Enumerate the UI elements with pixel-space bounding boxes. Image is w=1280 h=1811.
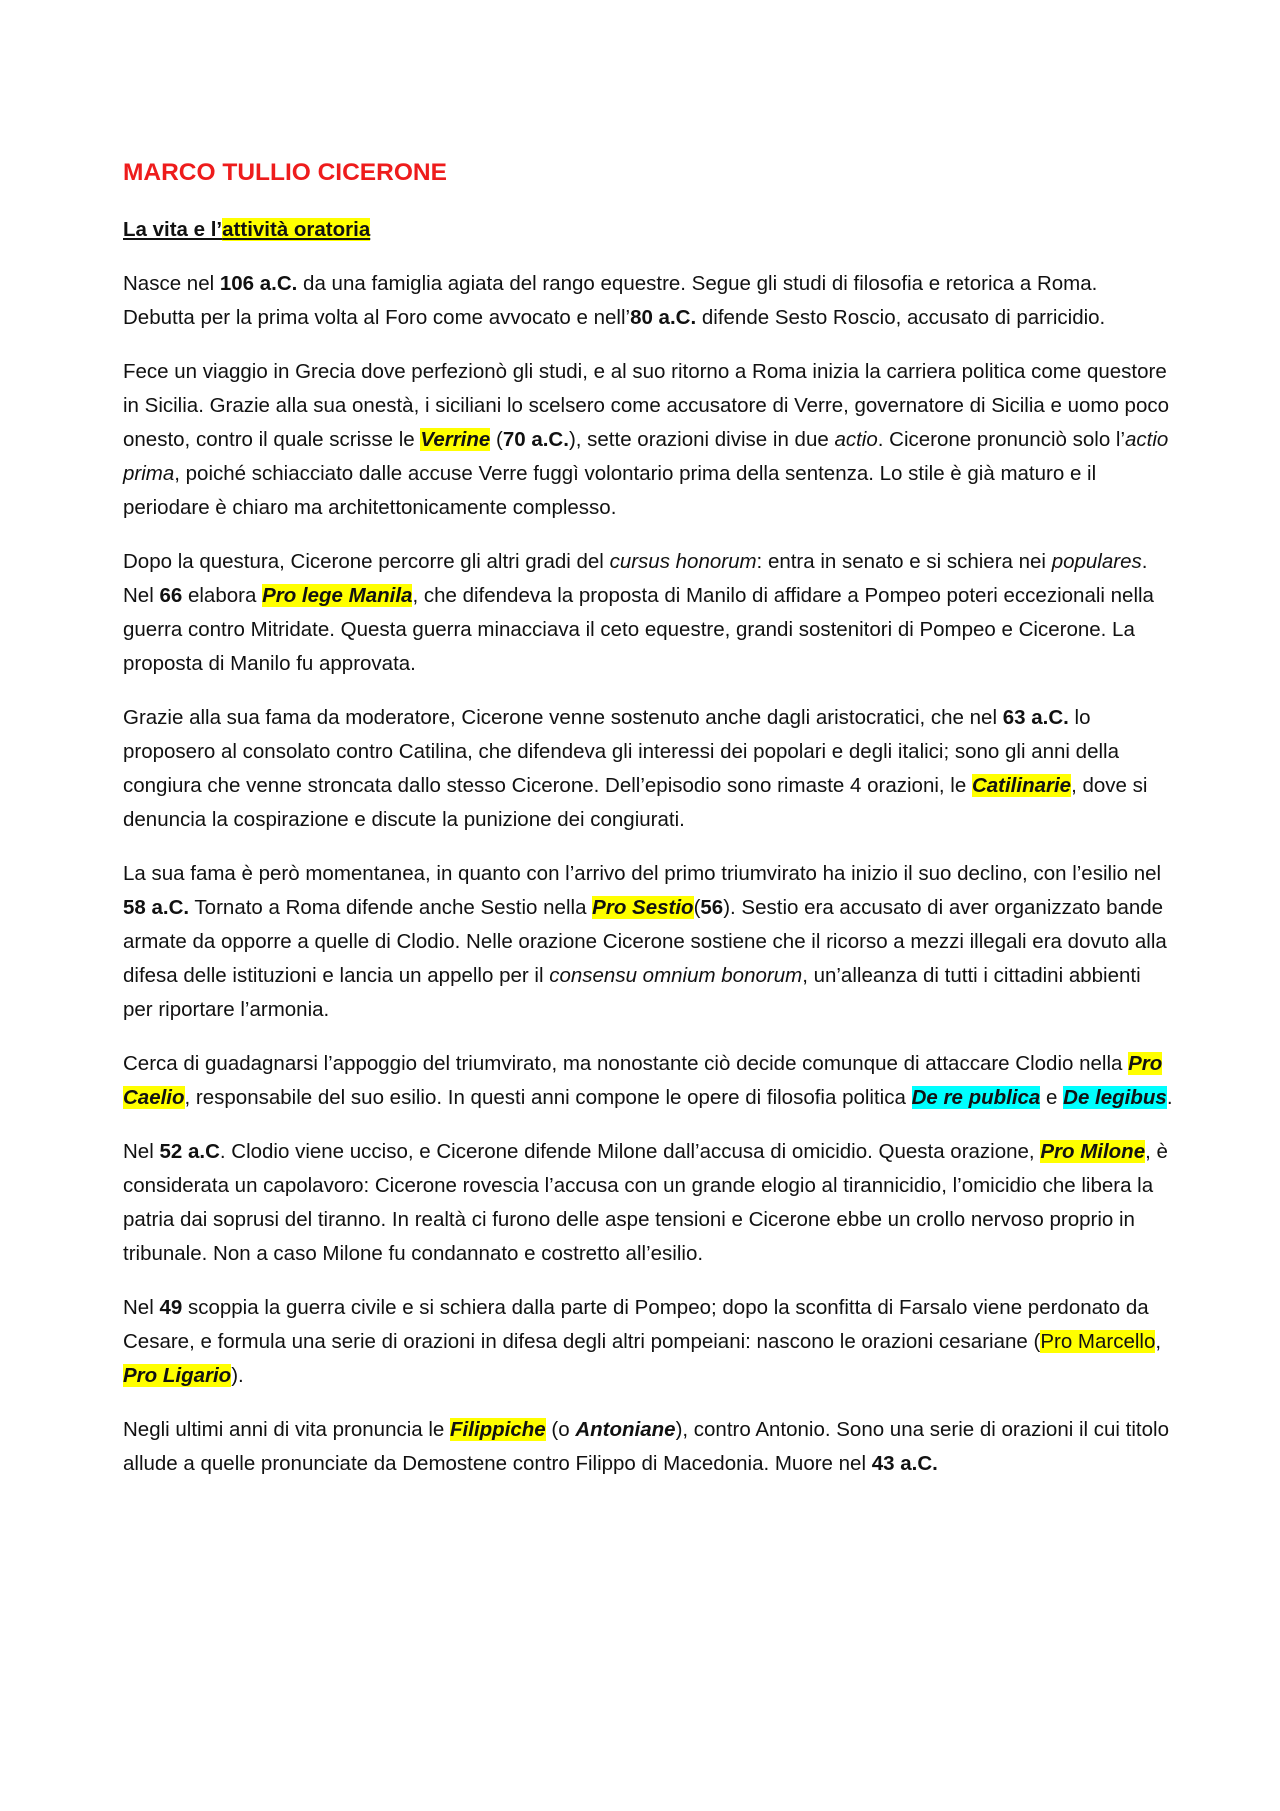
document-page bbox=[123, 150, 1173, 1501]
text-span: 52 a.C bbox=[159, 1140, 220, 1163]
text-span: Pro Caelio bbox=[123, 1052, 1163, 1109]
text-span: Catilinarie bbox=[971, 774, 1072, 797]
text-span: da una famiglia agiata del rango equestre. Segue gli studi di filosofia e retorica a Roma. Debutta per la prima volta al Foro come avvocato e nell’ bbox=[123, 272, 1098, 329]
text-span: De re publica bbox=[911, 1086, 1041, 1109]
section-heading-text: La vita e l’ bbox=[123, 218, 223, 241]
text-span: Pro lege Manila bbox=[262, 584, 413, 607]
text-span: populares bbox=[1051, 550, 1142, 573]
text-span: , responsabile del suo esilio. In questi anni compone le opere di filosofia politica bbox=[184, 1086, 912, 1109]
paragraph-5 bbox=[123, 857, 1173, 1027]
text-span: , che difendeva la proposta di Manilo di affidare a Pompeo poteri eccezionali nella guerra contro Mitridate. Questa guerra minacciava il ceto equestre, grandi sostenitori di Pompeo e Cicerone. La proposta di Manilo fu approvata. bbox=[123, 584, 1154, 675]
text-span: Antoniane bbox=[575, 1418, 676, 1441]
text-span: , poiché schiacciato dalle accuse Verre fuggì volontario prima della sentenza. Lo stile è già maturo e il periodare è chiaro ma architettonicamente complesso. bbox=[123, 462, 1097, 519]
text-span: ). Sestio era accusato di aver organizzato bande armate da opporre a quelle di Clodio. Nelle orazione Cicerone sostiene che il ricorso a mezzi illegali era dovuto alla difesa delle istituzioni e lancia un appello per il bbox=[123, 896, 1167, 987]
text-span: Dopo la questura, Cicerone percorre gli altri gradi del bbox=[123, 550, 610, 573]
section-heading bbox=[123, 213, 1173, 247]
text-span: cursus honorum bbox=[609, 550, 757, 573]
text-span: Negli ultimi anni di vita pronuncia le bbox=[123, 1418, 451, 1441]
text-span: ( bbox=[490, 428, 503, 451]
document-title: MARCO TULLIO CICERONE bbox=[123, 159, 447, 186]
text-span: actio bbox=[834, 428, 878, 451]
text-span: elabora bbox=[182, 584, 263, 607]
paragraph-7 bbox=[123, 1135, 1173, 1271]
text-span: difende Sesto Roscio, accusato di parricidio. bbox=[696, 306, 1106, 329]
text-span: e bbox=[1040, 1086, 1064, 1109]
text-span: (o bbox=[545, 1418, 576, 1441]
text-span: 80 a.C. bbox=[630, 306, 697, 329]
text-span: 49 bbox=[159, 1296, 183, 1319]
paragraph-8 bbox=[123, 1291, 1173, 1393]
paragraph-2 bbox=[123, 355, 1173, 525]
text-span: : entra in senato e si schiera nei bbox=[756, 550, 1052, 573]
text-span: ), sette orazioni divise in due bbox=[568, 428, 835, 451]
text-span: Filippiche bbox=[450, 1418, 546, 1441]
text-span: 70 a.C. bbox=[502, 428, 569, 451]
text-span: Nasce nel bbox=[123, 272, 220, 295]
text-span: scoppia la guerra civile e si schiera dalla parte di Pompeo; dopo la sconfitta di Farsalo viene perdonato da Cesare, e formula una serie di orazioni in difesa degli altri pompeiani: nascono le orazioni cesariane ( bbox=[123, 1296, 1149, 1353]
text-span: 66 bbox=[159, 584, 183, 607]
body-text bbox=[123, 267, 1173, 1481]
text-span: Grazie alla sua fama da moderatore, Cicerone venne sostenuto anche dagli aristocratici, che nel bbox=[123, 706, 1003, 729]
text-span: 106 a.C. bbox=[219, 272, 298, 295]
text-span: . Nel bbox=[123, 550, 1148, 607]
section-heading-highlight: attività oratoria bbox=[222, 218, 371, 241]
paragraph-6 bbox=[123, 1047, 1173, 1115]
text-span: 56 bbox=[700, 896, 724, 919]
text-span: Pro Milone bbox=[1040, 1140, 1146, 1163]
text-span: , dove si denuncia la cospirazione e discute la punizione dei congiurati. bbox=[123, 774, 1148, 831]
text-span: consensu omnium bonorum bbox=[549, 964, 803, 987]
text-span: , un’alleanza di tutti i cittadini abbienti per riportare l’armonia. bbox=[123, 964, 1141, 1021]
text-span: , bbox=[1155, 1330, 1162, 1353]
paragraph-3 bbox=[123, 545, 1173, 681]
text-span: ). bbox=[231, 1364, 244, 1387]
text-span: Pro Ligario bbox=[123, 1364, 232, 1387]
text-span: Fece un viaggio in Grecia dove perfezionò gli studi, e al suo ritorno a Roma inizia la carriera politica come questore in Sicilia. Grazie alla sua onestà, i siciliani lo scelsero come accusatore di Verre, governatore di Sicilia e uomo poco onesto, contro il quale scrisse le bbox=[123, 360, 1170, 451]
text-span: La sua fama è però momentanea, in quanto con l’arrivo del primo triumvirato ha inizio il suo declino, con l’esilio nel bbox=[123, 862, 1162, 885]
paragraph-4 bbox=[123, 701, 1173, 837]
text-span: 43 a.C. bbox=[871, 1452, 938, 1475]
text-span: 63 a.C. bbox=[1002, 706, 1069, 729]
text-span: ( bbox=[693, 896, 701, 919]
text-span: Cerca di guadagnarsi l’appoggio del triumvirato, ma nonostante ciò decide comunque di attaccare Clodio nella bbox=[123, 1052, 1129, 1075]
paragraph-1 bbox=[123, 267, 1173, 335]
text-span: . Clodio viene ucciso, e Cicerone difende Milone dall’accusa di omicidio. Questa orazione, bbox=[219, 1140, 1041, 1163]
text-span: De legibus bbox=[1063, 1086, 1167, 1109]
text-span: 58 a.C. bbox=[123, 896, 190, 919]
text-span: Tornato a Roma difende anche Sestio nella bbox=[189, 896, 593, 919]
text-span: actio prima bbox=[123, 428, 1169, 485]
paragraph-9 bbox=[123, 1413, 1173, 1481]
text-span: . Cicerone pronunciò solo l’ bbox=[877, 428, 1126, 451]
text-span: Pro Marcello bbox=[1040, 1330, 1156, 1353]
text-span: , è considerata un capolavoro: Cicerone rovescia l’accusa con un grande elogio al tirannicidio, l’omicidio che libera la patria dai soprusi del tiranno. In realtà ci furono delle aspe tensioni e Cicerone ebbe un crollo nervoso proprio in tribunale. Non a caso Milone fu condannato e costretto all’esilio. bbox=[123, 1140, 1168, 1265]
text-span: Verrine bbox=[420, 428, 491, 451]
text-span: lo proposero al consolato contro Catilina, che difendeva gli interessi dei popolari e degli italici; sono gli anni della congiura che venne stroncata dallo stesso Cicerone. Dell’episodio sono rimaste 4 orazioni, le bbox=[123, 706, 1119, 797]
text-span: Pro Sestio bbox=[592, 896, 694, 919]
text-span: Nel bbox=[123, 1296, 160, 1319]
text-span: ), contro Antonio. Sono una serie di orazioni il cui titolo allude a quelle pronunciate da Demostene contro Filippo di Macedonia. Muore nel bbox=[123, 1418, 1169, 1475]
text-span: . bbox=[1166, 1086, 1173, 1109]
text-span: Nel bbox=[123, 1140, 160, 1163]
